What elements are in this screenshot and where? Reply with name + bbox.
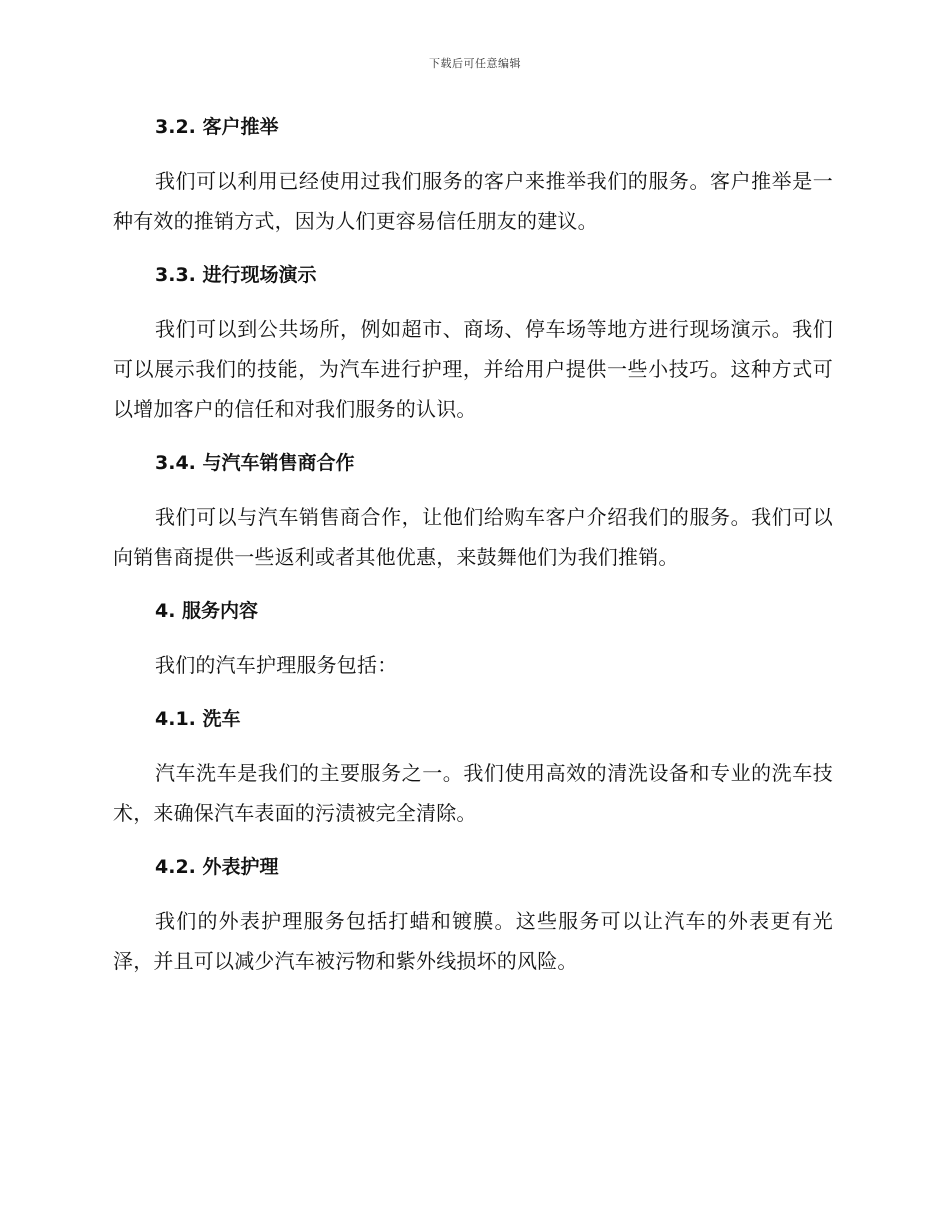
- section-paragraph: 我们可以利用已经使用过我们服务的客户来推举我们的服务。客户推举是一种有效的推销方式，因为人们更容易信任朋友的建议。: [113, 169, 833, 233]
- section-paragraph: 我们的汽车护理服务包括：: [155, 653, 398, 677]
- document-body: [113, 107, 833, 995]
- section-paragraph: 我们可以与汽车销售商合作，让他们给购车客户介绍我们的服务。我们可以向销售商提供一些返利或者其他优惠，来鼓舞他们为我们推销。: [113, 505, 833, 569]
- section-paragraph: 汽车洗车是我们的主要服务之一。我们使用高效的清洗设备和专业的洗车技术，来确保汽车表面的污渍被完全清除。: [113, 761, 833, 825]
- section-paragraph: 我们的外表护理服务包括打蜡和镀膜。这些服务可以让汽车的外表更有光泽，并且可以减少汽车被污物和紫外线损坏的风险。: [113, 909, 833, 973]
- section-heading-4-1: 4.1. 洗车: [155, 708, 241, 730]
- section-paragraph: 我们可以到公共场所，例如超市、商场、停车场等地方进行现场演示。我们可以展示我们的技能，为汽车进行护理，并给用户提供一些小技巧。这种方式可以增加客户的信任和对我们服务的认识。: [113, 317, 833, 421]
- section-heading-3-4: 3.4. 与汽车销售商合作: [155, 452, 355, 474]
- section-heading-3-3: 3.3. 进行现场演示: [155, 264, 317, 286]
- section-heading-3-2: 3.2. 客户推举: [155, 116, 279, 138]
- header-note: 下载后可任意编辑: [429, 57, 521, 70]
- section-heading-4: 4. 服务内容: [155, 600, 259, 622]
- section-heading-4-2: 4.2. 外表护理: [155, 856, 279, 878]
